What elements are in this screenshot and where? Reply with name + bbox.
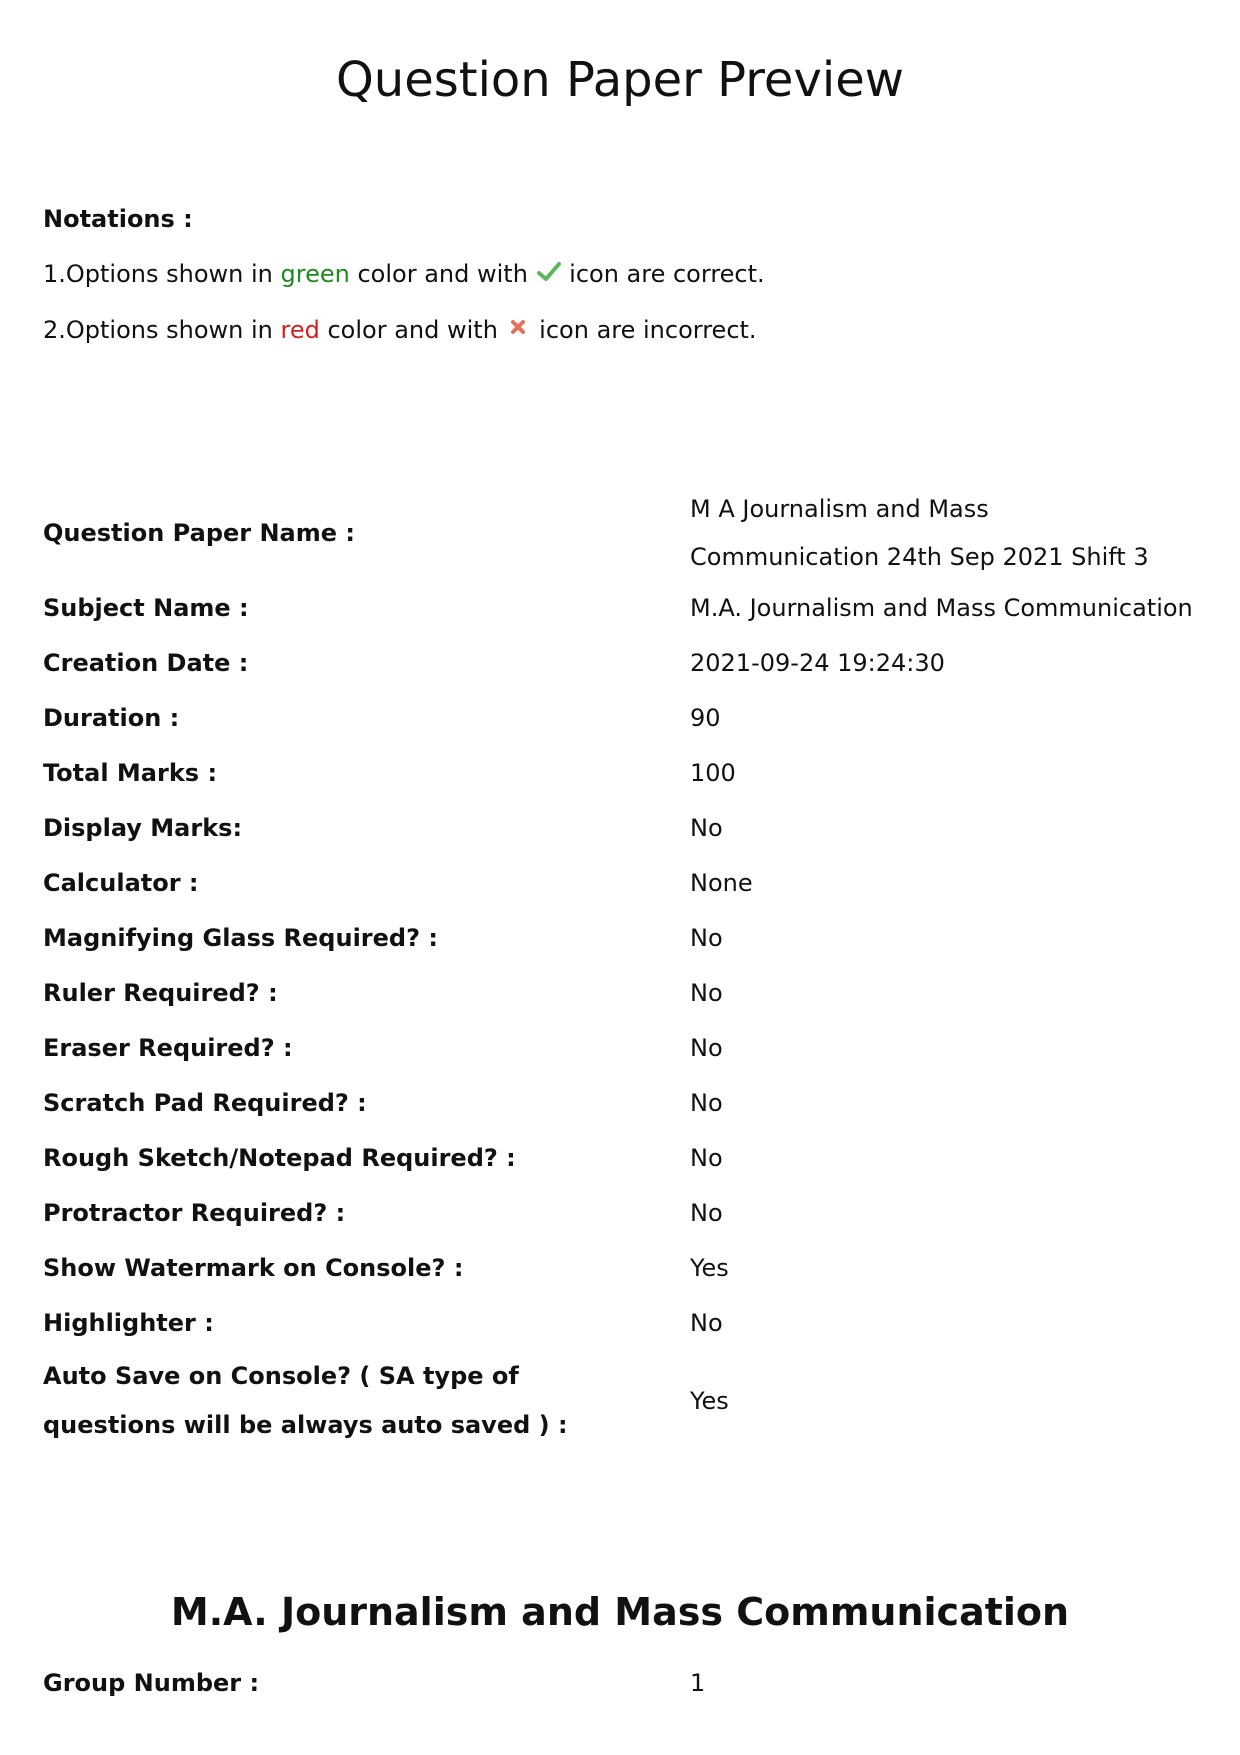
- info-label: Magnifying Glass Required? :: [43, 924, 438, 952]
- info-row-highlighter: [43, 1296, 1203, 1351]
- info-label: Rough Sketch/Notepad Required? :: [43, 1144, 516, 1172]
- info-row-auto-save: [43, 1351, 1203, 1451]
- notations-block: [43, 205, 765, 371]
- info-row-subject-name: [43, 581, 1203, 636]
- notation-correct: [43, 259, 765, 289]
- info-value: No: [690, 1199, 723, 1227]
- info-value: No: [690, 1144, 723, 1172]
- info-value: None: [690, 869, 753, 897]
- info-label: Total Marks :: [43, 759, 218, 787]
- info-value: No: [690, 924, 723, 952]
- info-label: Subject Name :: [43, 594, 249, 622]
- notation-incorrect-color-word: red: [280, 316, 320, 344]
- info-row-calculator: [43, 856, 1203, 911]
- info-value: 2021-09-24 19:24:30: [690, 649, 945, 677]
- info-row-total-marks: [43, 746, 1203, 801]
- info-row-ruler: [43, 966, 1203, 1021]
- info-label: Ruler Required? :: [43, 979, 278, 1007]
- info-row-eraser: [43, 1021, 1203, 1076]
- info-row-scratch-pad: [43, 1076, 1203, 1131]
- info-value: No: [690, 1089, 723, 1117]
- info-value: 100: [690, 759, 736, 787]
- notations-heading: Notations :: [43, 205, 193, 233]
- info-row-display-marks: [43, 801, 1203, 856]
- info-label: Question Paper Name :: [43, 518, 355, 547]
- info-label: Protractor Required? :: [43, 1199, 346, 1227]
- notation-correct-middle: color and with: [349, 260, 536, 288]
- info-label: Auto Save on Console? ( SA type of questions will be always auto saved ) :: [43, 1362, 568, 1439]
- notation-incorrect-middle: color and with: [319, 316, 506, 344]
- info-value: M A Journalism and Mass Communication 24th Sep 2021 Shift 3: [690, 495, 1149, 571]
- info-value: No: [690, 814, 723, 842]
- notation-correct-prefix: 1.Options shown in: [43, 260, 281, 288]
- section-title: M.A. Journalism and Mass Communication: [170, 1590, 1070, 1634]
- info-row-magnifying-glass: [43, 911, 1203, 966]
- info-value: 90: [690, 704, 721, 732]
- info-label: Scratch Pad Required? :: [43, 1089, 367, 1117]
- cross-icon: [506, 315, 532, 341]
- group-number-value: 1: [690, 1669, 706, 1697]
- info-label: Creation Date :: [43, 649, 249, 677]
- info-label: Display Marks:: [43, 814, 243, 842]
- info-value: No: [690, 1309, 723, 1337]
- info-label: Calculator :: [43, 869, 199, 897]
- info-label: Highlighter :: [43, 1309, 214, 1337]
- info-value: Yes: [690, 1254, 729, 1282]
- info-value: Yes: [690, 1386, 729, 1415]
- check-icon: [536, 259, 562, 285]
- group-number-row: [43, 1663, 1203, 1703]
- notation-incorrect: [43, 315, 765, 345]
- info-row-creation-date: [43, 636, 1203, 691]
- notation-incorrect-prefix: 2.Options shown in: [43, 316, 281, 344]
- info-value: No: [690, 979, 723, 1007]
- info-value: M.A. Journalism and Mass Communication: [690, 594, 1193, 622]
- info-label: Duration :: [43, 704, 180, 732]
- group-number-label: Group Number :: [43, 1669, 260, 1697]
- notation-correct-color-word: green: [280, 260, 350, 288]
- info-label: Eraser Required? :: [43, 1034, 293, 1062]
- info-label: Show Watermark on Console? :: [43, 1254, 464, 1282]
- info-value: No: [690, 1034, 723, 1062]
- info-row-protractor: [43, 1186, 1203, 1241]
- info-row-duration: [43, 691, 1203, 746]
- notation-incorrect-suffix: icon are incorrect.: [531, 316, 757, 344]
- paper-info-table: [43, 485, 1203, 1451]
- info-row-rough-sketch: [43, 1131, 1203, 1186]
- notation-correct-suffix: icon are correct.: [561, 260, 765, 288]
- info-row-question-paper-name: [43, 485, 1203, 581]
- info-row-watermark: [43, 1241, 1203, 1296]
- page-title: Question Paper Preview: [336, 52, 904, 108]
